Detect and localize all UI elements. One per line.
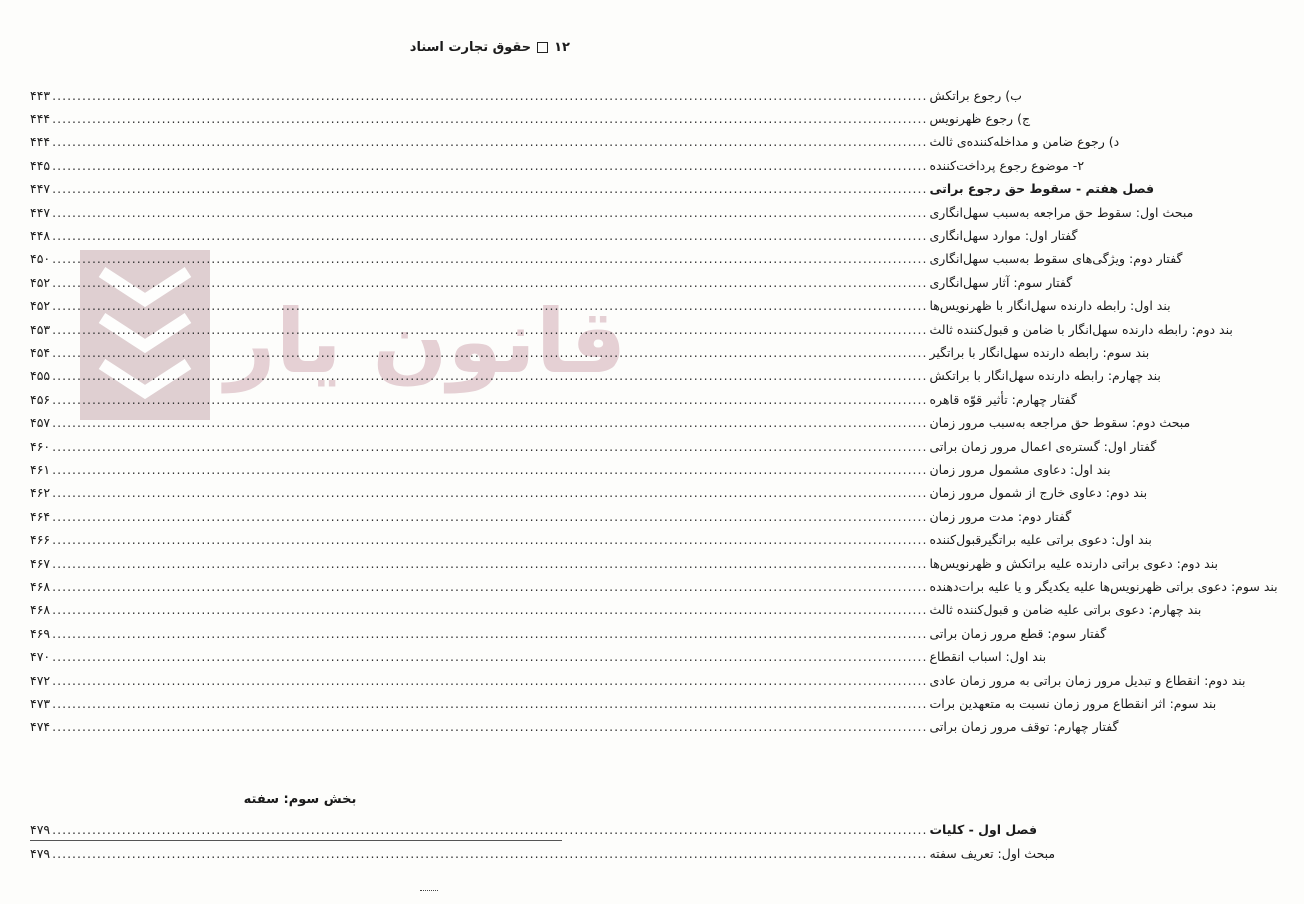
dot-leader: [52, 485, 927, 500]
toc-entry-title: بند دوم: دعاوی خارج از شمول مرور زمان: [929, 485, 1148, 501]
toc-entry-title: بند چهارم: رابطه دارنده سهل‌انگار با براتکش: [929, 368, 1161, 384]
dot-leader: [52, 205, 927, 220]
toc-page-number: ۴۴۷: [30, 181, 51, 197]
dot-leader: [52, 602, 927, 617]
dot-leader: [52, 673, 927, 688]
dot-leader: [52, 298, 927, 313]
dot-leader: [52, 719, 927, 734]
toc-entry-title: ج) رجوع ظهرنویس: [929, 110, 1031, 126]
toc-entry-title: گفتار اول: موارد سهل‌انگاری: [929, 227, 1078, 243]
toc-page-number: ۴۵۷: [30, 415, 51, 431]
toc-entry: [30, 818, 1038, 841]
toc-page-number: ۴۶۱: [30, 461, 51, 477]
toc-entry-title: ۲- موضوع رجوع پرداخت‌کننده: [929, 157, 1085, 173]
toc-entry: [30, 458, 1111, 480]
toc-entry-title: گفتار چهارم: توقف مرور زمان براتی: [929, 719, 1119, 735]
toc-entry-title: بند دوم: انقطاع و تبدیل مرور زمان براتی به مرور زمان عادی: [929, 672, 1246, 688]
toc-entry-title: مبحث دوم: سقوط حق مراجعه به‌سبب مرور زمان: [929, 415, 1191, 431]
toc-page-number: ۴۴۷: [30, 204, 51, 220]
toc-page-number: ۴۷۲: [30, 672, 51, 688]
dot-leader: [52, 626, 927, 641]
toc-page-number: ۴۷۳: [30, 695, 51, 711]
toc-entry: [30, 646, 1047, 668]
toc-page-number: ۴۴۵: [30, 157, 51, 173]
toc-entry: [30, 599, 1202, 621]
toc-entry-title: گفتار سوم: آثار سهل‌انگاری: [929, 274, 1073, 290]
toc-page-number: ۴۴۳: [30, 87, 51, 103]
dot-leader: [52, 439, 927, 454]
dot-leader: [52, 88, 927, 103]
toc-entry-title: گفتار سوم: قطع مرور زمان براتی: [929, 625, 1107, 641]
toc-entry-title: بند اول: اسباب انقطاع: [929, 649, 1047, 665]
toc-entry-title: بند اول: رابطه دارنده سهل‌انگار با ظهرنویس‌ها: [929, 298, 1171, 314]
square-icon: [537, 42, 548, 53]
toc-entry-title: گفتار اول: گستره‌ی اعمال مرور زمان براتی: [929, 438, 1157, 454]
dot-leader: [52, 228, 927, 243]
toc-page-number: ۴۴۴: [30, 134, 51, 150]
dot-leader: [52, 822, 927, 837]
toc-page-number: ۴۵۲: [30, 274, 51, 290]
dot-leader: [52, 322, 927, 337]
dot-leader: [52, 158, 927, 173]
toc-entry-title: بند سوم: دعوی براتی ظهرنویس‌ها علیه یکدیگر و یا علیه برات‌دهنده: [929, 578, 1278, 594]
dot-leader: [52, 415, 927, 430]
dot-leader: [52, 696, 927, 711]
toc-entry: [30, 575, 1278, 597]
toc-page-number: ۴۵۶: [30, 391, 51, 407]
toc-entry: [30, 318, 1233, 340]
book-title: حقوق تجارت اسناد: [409, 40, 532, 55]
toc-entry-title: مبحث اول: تعریف سفته: [929, 845, 1056, 861]
toc-entry: [30, 224, 1078, 246]
toc-entry: [30, 295, 1171, 317]
dot-leader: [52, 251, 927, 266]
toc-entry-title: فصل هفتم - سقوط حق رجوع براتی: [929, 181, 1155, 197]
toc-page-number: ۴۶۰: [30, 438, 51, 454]
section-heading: بخش سوم: سفته: [243, 792, 357, 807]
toc-entry-title: بند اول: دعوی براتی علیه براتگیرقبول‌کننده: [929, 532, 1152, 548]
dot-leader: [52, 649, 927, 664]
toc-entry-title: بند دوم: دعوی براتی دارنده علیه براتکش و ظهرنویس‌ها: [929, 555, 1218, 571]
toc-page-number: ۴۶۸: [30, 578, 51, 594]
toc-page-number: ۴۵۳: [30, 321, 51, 337]
toc-entry: [30, 529, 1152, 551]
toc-entry: [30, 412, 1191, 434]
dot-leader: [52, 462, 927, 477]
toc-page-number: ۴۷۴: [30, 719, 51, 735]
dot-leader: [52, 392, 927, 407]
toc-page-number: ۴۴۴: [30, 110, 51, 126]
toc-entry: [30, 482, 1148, 504]
toc-page-number: ۴۶۲: [30, 485, 51, 501]
toc-entry: [30, 842, 1056, 864]
toc-page-number: ۴۷۹: [30, 845, 51, 861]
toc-entry: [30, 201, 1194, 223]
dot-leader: [52, 368, 927, 383]
toc-entry: [30, 552, 1218, 574]
toc-entry: [30, 669, 1246, 691]
toc-entry: [30, 505, 1072, 527]
toc-entry: [30, 388, 1077, 410]
toc-page-number: ۴۶۹: [30, 625, 51, 641]
toc-entry: [30, 84, 1022, 106]
dot-leader: [52, 345, 927, 360]
toc-entry-title: بند سوم: اثر انقطاع مرور زمان نسبت به متعهدین برات: [929, 695, 1217, 711]
toc-entry-title: بند سوم: رابطه دارنده سهل‌انگار با براتگیر: [929, 344, 1150, 360]
toc-entry-title: گفتار چهارم: تأثیر قوّه قاهره: [929, 391, 1077, 407]
toc-page-number: ۴۷۹: [30, 821, 51, 837]
toc-entry: [30, 692, 1217, 714]
toc-entry: [30, 271, 1073, 293]
toc-entry-title: گفتار دوم: ویژگی‌های سقوط به‌سبب سهل‌انگاری: [929, 251, 1183, 267]
toc-entry: [30, 154, 1085, 176]
toc-entry: [30, 107, 1031, 129]
dot-leader: [52, 111, 927, 126]
toc-entry-title: ب) رجوع براتکش: [929, 87, 1022, 103]
toc-entry-title: د) رجوع ضامن و مداخله‌کننده‌ی ثالث: [929, 134, 1120, 150]
page-number: ۱۲: [554, 40, 570, 55]
toc-entry: [30, 622, 1107, 644]
toc-page-number: ۴۷۰: [30, 649, 51, 665]
dot-leader: [52, 846, 927, 861]
toc-entry: [30, 716, 1119, 738]
dot-leader: [52, 134, 927, 149]
toc-entry: [30, 435, 1157, 457]
toc-entry-title: بند چهارم: دعوی براتی علیه ضامن و قبول‌کننده ثالث: [929, 602, 1202, 618]
toc-page-number: ۴۶۴: [30, 508, 51, 524]
running-header: [410, 40, 570, 55]
toc-page-number: ۴۶۸: [30, 602, 51, 618]
dot-leader: [52, 556, 927, 571]
toc-page-number: ۴۶۷: [30, 555, 51, 571]
dot-leader: [52, 532, 927, 547]
toc-entry: [30, 365, 1161, 387]
page-mark: [420, 890, 438, 894]
toc-entry-title: گفتار دوم: مدت مرور زمان: [929, 508, 1072, 524]
toc-page-number: ۴۵۴: [30, 344, 51, 360]
dot-leader: [52, 275, 927, 290]
watermark-text: قانون یار: [225, 290, 627, 393]
toc-entry-title: بند دوم: رابطه دارنده سهل‌انگار با ضامن و قبول‌کننده ثالث: [929, 321, 1233, 337]
toc-page-number: ۴۵۲: [30, 298, 51, 314]
toc-entry: [30, 248, 1183, 270]
toc-page-number: ۴۵۵: [30, 368, 51, 384]
toc-entry: [30, 131, 1120, 153]
toc-entry-title: مبحث اول: سقوط حق مراجعه به‌سبب سهل‌انگاری: [929, 204, 1194, 220]
dot-leader: [52, 579, 927, 594]
dot-leader: [52, 181, 927, 196]
toc-entry: [30, 341, 1150, 363]
toc-entry: [30, 178, 1155, 200]
dot-leader: [52, 509, 927, 524]
toc-page-number: ۴۵۰: [30, 251, 51, 267]
toc-entry-title: بند اول: دعاوی مشمول مرور زمان: [929, 461, 1111, 477]
toc-page-number: ۴۶۶: [30, 532, 51, 548]
toc-entry-title: فصل اول - کلیات: [929, 821, 1038, 837]
toc-page-number: ۴۴۸: [30, 227, 51, 243]
